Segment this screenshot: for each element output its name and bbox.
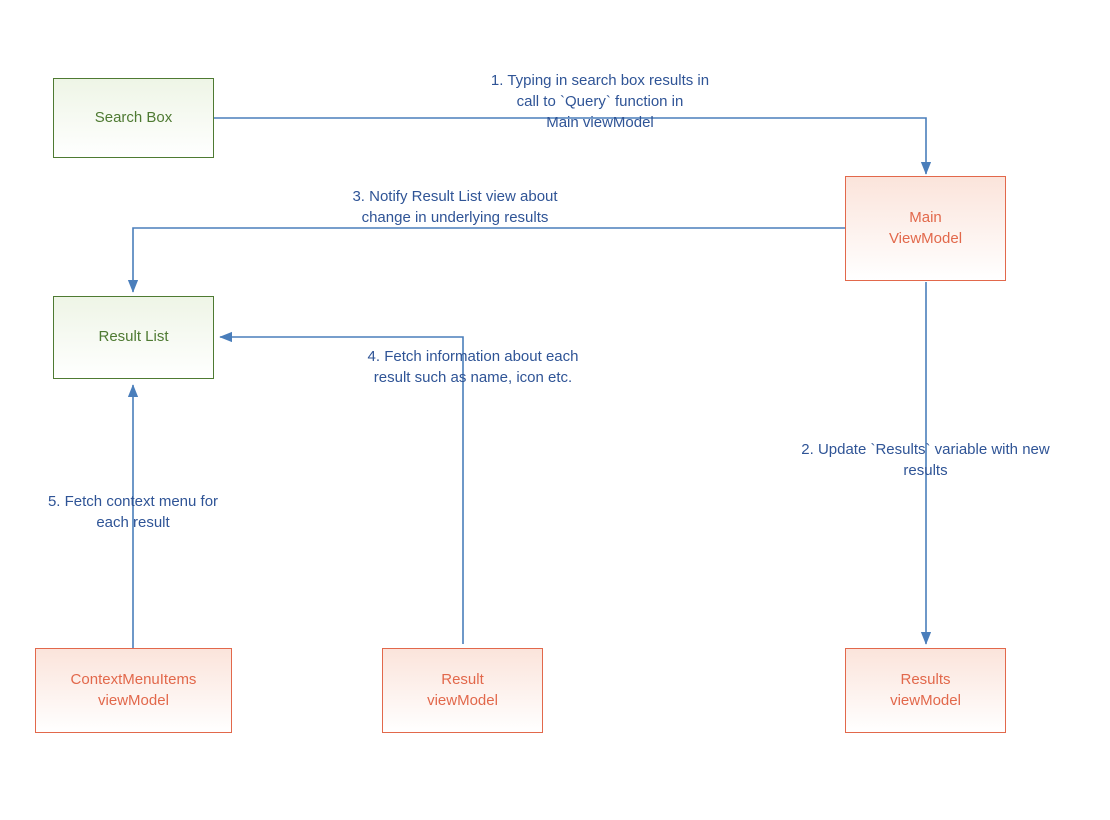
node-result-viewmodel-label-line1: Result (441, 671, 484, 689)
node-result-list[interactable] (53, 296, 214, 379)
edge-1-label (440, 70, 760, 133)
node-results-viewmodel-label-line2: viewModel (890, 691, 961, 709)
node-main-viewmodel-label-line1: Main (909, 209, 942, 227)
node-search-box[interactable] (53, 78, 214, 158)
node-result-viewmodel[interactable] (382, 648, 543, 733)
edge-3-path (133, 228, 845, 292)
edge-3-label (305, 186, 605, 228)
node-main-viewmodel[interactable] (845, 176, 1006, 281)
edge-5-label-line1: 5. Fetch context menu for (47, 493, 219, 510)
node-context-menu-items-viewmodel-label-line2: viewModel (98, 691, 169, 709)
edge-1-label-line2: call to `Query` function in (516, 93, 684, 110)
edge-4-label-line1: 4. Fetch information about each (367, 348, 579, 365)
node-result-viewmodel-label-line2: viewModel (427, 691, 498, 709)
edge-4-label-line2: result such as name, icon etc. (373, 369, 573, 386)
node-search-box-label: Search Box (94, 108, 173, 126)
edge-3-label-line2: change in underlying results (361, 209, 549, 226)
edge-3-label-line1: 3. Notify Result List view about (352, 188, 558, 205)
node-results-viewmodel[interactable] (845, 648, 1006, 733)
edge-1-label-line1: 1. Typing in search box results in (490, 72, 710, 89)
node-result-list-label: Result List (98, 328, 169, 346)
edge-2-label-line2: results (903, 462, 948, 479)
edge-2-label (758, 439, 1093, 481)
node-context-menu-items-viewmodel-label-line1: ContextMenuItems (70, 671, 197, 689)
edge-5-label (13, 491, 253, 533)
node-main-viewmodel-label-line2: ViewModel (888, 229, 963, 247)
edge-1-label-line3: Main viewModel (546, 114, 654, 131)
node-results-viewmodel-label-line1: Results (900, 671, 951, 689)
edge-2-label-line1: 2. Update `Results` variable with new (801, 441, 1050, 458)
node-context-menu-items-viewmodel[interactable] (35, 648, 232, 733)
edge-4-label (323, 346, 623, 388)
edge-5-label-line2: each result (96, 514, 170, 531)
